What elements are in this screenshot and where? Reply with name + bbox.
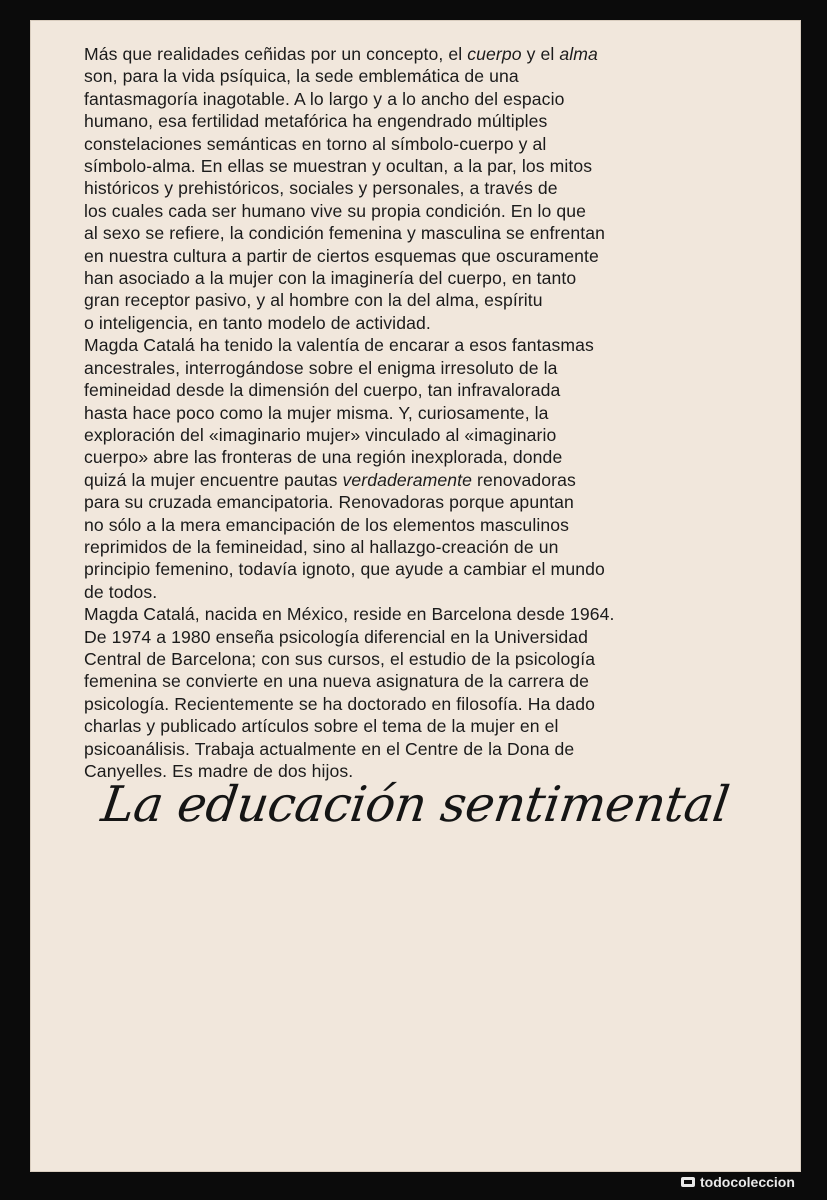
blurb-segment: humano, esa fertilidad metafórica ha engendrado múltiples bbox=[84, 111, 548, 132]
blurb-line bbox=[84, 715, 774, 737]
blurb-line bbox=[84, 133, 774, 155]
blurb-segment: renovadoras bbox=[472, 469, 576, 490]
blurb-line bbox=[84, 155, 774, 177]
blurb-line bbox=[84, 648, 774, 670]
blurb-line bbox=[84, 558, 774, 580]
blurb-line bbox=[84, 222, 774, 244]
blurb-line bbox=[84, 626, 774, 648]
blurb-segment: fantasmagoría inagotable. A lo largo y a lo ancho del espacio bbox=[84, 88, 565, 109]
blurb-segment: Canyelles. Es madre de dos hijos. bbox=[84, 761, 354, 781]
blurb-line bbox=[84, 469, 774, 491]
series-title: La educación sentimental bbox=[97, 776, 733, 833]
blurb-segment: Más que realidades ceñidas por un concepto, el bbox=[84, 44, 468, 64]
blurb-line bbox=[84, 603, 774, 625]
blurb-segment: Central de Barcelona; con sus cursos, el estudio de la psicología bbox=[84, 648, 596, 669]
blurb-text bbox=[84, 43, 774, 782]
blurb-italic-segment: verdaderamente bbox=[342, 469, 472, 490]
blurb-line bbox=[84, 402, 774, 424]
blurb-line bbox=[84, 334, 774, 356]
blurb-segment: gran receptor pasivo, y al hombre con la del alma, espíritu bbox=[84, 290, 543, 311]
blurb-line bbox=[84, 357, 774, 379]
blurb-segment: de todos. bbox=[84, 581, 158, 602]
blurb-line bbox=[84, 289, 774, 311]
blurb-segment: símbolo-alma. En ellas se muestran y ocultan, a la par, los mitos bbox=[84, 156, 593, 177]
blurb-line bbox=[84, 379, 774, 401]
blurb-line bbox=[84, 514, 774, 536]
blurb-segment: ancestrales, interrogándose sobre el enigma irresoluto de la bbox=[84, 357, 558, 378]
blurb-segment: psicoanálisis. Trabaja actualmente en el Centre de la Dona de bbox=[84, 738, 575, 759]
blurb-segment: en nuestra cultura a partir de ciertos esquemas que oscuramente bbox=[84, 245, 599, 266]
blurb-line bbox=[84, 670, 774, 692]
blurb-segment: Magda Catalá, nacida en México, reside en Barcelona desde 1964. bbox=[84, 604, 615, 625]
blurb-segment: quizá la mujer encuentre pautas bbox=[84, 469, 343, 490]
blurb-line bbox=[84, 88, 774, 110]
blurb-segment: De 1974 a 1980 enseña psicología diferencial en la Universidad bbox=[84, 626, 589, 647]
blurb-italic-segment: cuerpo bbox=[467, 44, 522, 64]
blurb-line bbox=[84, 200, 774, 222]
todocoleccion-logo-icon bbox=[680, 1174, 696, 1190]
blurb-segment: para su cruzada emancipatoria. Renovadoras porque apuntan bbox=[84, 492, 574, 513]
blurb-segment: charlas y publicado artículos sobre el tema de la mujer en el bbox=[84, 716, 559, 737]
blurb-segment: reprimidos de la femineidad, sino al hallazgo-creación de un bbox=[84, 536, 559, 557]
blurb-segment: femenina se convierte en una nueva asignatura de la carrera de bbox=[84, 671, 590, 692]
blurb-line bbox=[84, 446, 774, 468]
blurb-line bbox=[84, 424, 774, 446]
blurb-line bbox=[84, 312, 774, 334]
blurb-segment: cuerpo» abre las fronteras de una región inexplorada, donde bbox=[84, 447, 563, 468]
watermark-text: todocoleccion bbox=[700, 1174, 795, 1190]
blurb-line bbox=[84, 267, 774, 289]
back-cover bbox=[30, 20, 801, 1172]
blurb-line bbox=[84, 536, 774, 558]
blurb-segment: femineidad desde la dimensión del cuerpo, tan infravalorada bbox=[84, 380, 561, 401]
blurb-segment: al sexo se refiere, la condición femenina y masculina se enfrentan bbox=[84, 223, 606, 244]
blurb-segment: hasta hace poco como la mujer misma. Y, curiosamente, la bbox=[84, 402, 549, 423]
blurb-segment: Magda Catalá ha tenido la valentía de encarar a esos fantasmas bbox=[84, 335, 594, 356]
blurb-line bbox=[84, 738, 774, 760]
blurb-line bbox=[84, 177, 774, 199]
blurb-line bbox=[84, 245, 774, 267]
blurb-segment: constelaciones semánticas en torno al símbolo-cuerpo y al bbox=[84, 133, 547, 154]
blurb-segment: son, para la vida psíquica, la sede emblemática de una bbox=[84, 66, 519, 87]
blurb-line bbox=[84, 581, 774, 603]
blurb-segment: históricos y prehistóricos, sociales y personales, a través de bbox=[84, 178, 558, 199]
blurb-segment: los cuales cada ser humano vive su propia condición. En lo que bbox=[84, 200, 587, 221]
watermark bbox=[680, 1174, 795, 1190]
blurb-segment: o inteligencia, en tanto modelo de actividad. bbox=[84, 312, 431, 333]
blurb-line bbox=[84, 491, 774, 513]
blurb-segment: principio femenino, todavía ignoto, que ayude a cambiar el mundo bbox=[84, 559, 605, 580]
blurb-italic-segment: alma bbox=[559, 44, 598, 64]
blurb-line bbox=[84, 693, 774, 715]
blurb-line bbox=[84, 110, 774, 132]
blurb-segment: psicología. Recientemente se ha doctorado en filosofía. Ha dado bbox=[84, 693, 595, 714]
blurb-segment: y el bbox=[521, 44, 560, 64]
blurb-line bbox=[84, 65, 774, 87]
blurb-segment: han asociado a la mujer con la imaginería del cuerpo, en tanto bbox=[84, 268, 577, 289]
blurb-segment: no sólo a la mera emancipación de los elementos masculinos bbox=[84, 514, 569, 535]
blurb-line bbox=[84, 43, 774, 65]
blurb-segment: exploración del «imaginario mujer» vinculado al «imaginario bbox=[84, 424, 557, 445]
